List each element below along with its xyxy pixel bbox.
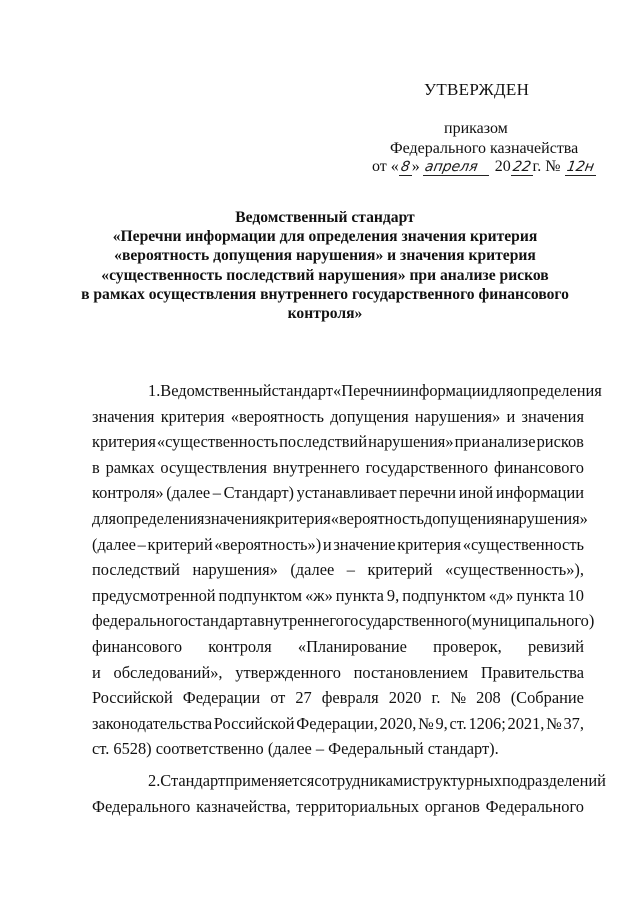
- body-word: критерия: [92, 432, 156, 452]
- body-word: нарушения»: [414, 406, 501, 426]
- date-year-suffix: 22: [511, 159, 532, 175]
- body-word: (муниципального): [466, 611, 595, 631]
- order-number-field: [565, 159, 596, 176]
- date-month-field: [423, 159, 489, 176]
- body-word: пункта: [516, 585, 565, 605]
- body-word: обследований»,: [113, 662, 223, 682]
- body-word: (далее: [166, 483, 211, 503]
- approval-date-line: [372, 158, 596, 176]
- date-day-field: [399, 159, 412, 176]
- body-line: [92, 557, 584, 583]
- body-word: последствий: [279, 432, 368, 452]
- paragraph-2: [92, 768, 606, 819]
- body-word: 10: [567, 585, 584, 605]
- date-mid: »: [411, 158, 420, 175]
- body-line: [92, 506, 588, 532]
- body-word: информации: [401, 381, 490, 400]
- body-word: контроля»: [92, 483, 164, 503]
- date-year-end: г. №: [532, 158, 561, 175]
- body-word: Федерации: [182, 688, 261, 708]
- body-word: «вероятность»): [214, 534, 322, 554]
- body-word: значение: [333, 534, 396, 554]
- body-word: критерия: [266, 508, 331, 528]
- body-word: Стандарт): [223, 483, 294, 503]
- body-line: [92, 455, 584, 481]
- body-word: и: [92, 662, 101, 682]
- body-word: утвержденного: [235, 662, 341, 682]
- body-word: значения: [521, 406, 584, 426]
- body-word: постановлением: [353, 662, 469, 682]
- body-word: №: [450, 688, 467, 708]
- body-word: Правительства: [480, 662, 584, 682]
- body-word: финансового: [493, 457, 584, 477]
- body-word: №: [418, 713, 434, 733]
- body-word: «д»: [488, 585, 514, 605]
- body-word: стандарт: [271, 381, 334, 400]
- body-word: Федерального: [92, 796, 191, 816]
- body-word: для: [489, 381, 514, 400]
- body-word: 1206;: [468, 713, 506, 733]
- body-word: для: [92, 508, 117, 528]
- body-word: «Перечни: [333, 381, 402, 400]
- body-word: «вероятность: [330, 508, 424, 528]
- body-word: допущения: [423, 508, 503, 528]
- body-line: [92, 685, 584, 711]
- body-word: ревизий: [527, 636, 584, 656]
- body-word: 27: [295, 688, 312, 708]
- body-word: (далее: [92, 534, 136, 554]
- body-line: [92, 583, 584, 609]
- body-word: устанавливает: [296, 483, 397, 503]
- order-number: 12н: [565, 159, 595, 175]
- body-word: и: [322, 534, 332, 554]
- body-word: «ж»: [305, 585, 333, 605]
- body-word: «вероятность: [230, 406, 324, 426]
- approval-by-order: приказом: [444, 120, 508, 137]
- body-line: [92, 660, 584, 686]
- body-word: внутреннего: [272, 457, 360, 477]
- body-word: «существенность»),: [445, 560, 584, 580]
- title-line: Ведомственный стандарт: [235, 209, 415, 226]
- date-year-field: [511, 159, 533, 176]
- body-word: и: [506, 406, 516, 426]
- paragraph-1: [92, 378, 602, 762]
- body-word: определения: [116, 508, 205, 528]
- document-body: [92, 378, 606, 819]
- body-word: 2.: [148, 770, 161, 790]
- title-line: контроля»: [287, 305, 363, 323]
- title-line: «вероятность допущения нарушения» и значения критерия: [114, 247, 536, 265]
- body-word: контроля: [208, 636, 272, 656]
- body-word: –: [346, 560, 355, 580]
- body-word: 37,: [563, 713, 584, 733]
- title-line: «Перечни информации для определения значения критерия: [112, 228, 538, 246]
- approval-organization: Федерального казначейства: [390, 140, 579, 157]
- body-word: внутреннего: [256, 611, 344, 631]
- body-word: Российской: [92, 688, 173, 708]
- title-line: «существенность последствий нарушения» при анализе рисков: [101, 266, 549, 284]
- body-word: пункта: [335, 585, 384, 605]
- body-line: [92, 404, 584, 430]
- body-word: «Планирование: [297, 636, 407, 656]
- body-word: нарушения»: [502, 508, 588, 528]
- date-month: апреля: [423, 159, 479, 175]
- body-word: в: [92, 457, 100, 477]
- body-word: значения: [204, 508, 267, 528]
- body-word: 1.: [148, 381, 161, 400]
- body-word: допущения: [330, 406, 409, 426]
- body-line: [92, 480, 584, 506]
- body-word: структурных: [412, 770, 503, 790]
- body-word: критерий: [147, 534, 213, 554]
- body-line: [92, 429, 584, 455]
- body-word: ст.: [449, 713, 467, 733]
- body-word: 2020: [388, 688, 422, 708]
- body-word: 9,: [435, 713, 448, 733]
- body-line: [92, 378, 602, 404]
- body-line: [92, 608, 595, 634]
- body-word: подпунктом: [402, 585, 486, 605]
- body-word: Ведомственный: [160, 381, 272, 400]
- body-word: критерий: [367, 560, 433, 580]
- body-word: рисков: [536, 432, 584, 452]
- body-word: г.: [431, 688, 441, 708]
- body-word: при: [454, 432, 481, 452]
- body-word: –: [137, 534, 146, 554]
- title-line: в рамках осуществления внутреннего государственного финансового: [81, 285, 569, 303]
- body-word: стандарта: [188, 611, 257, 631]
- body-word: «существенность: [462, 534, 584, 554]
- body-word: значения: [92, 406, 155, 426]
- body-word: критерия: [160, 406, 225, 426]
- body-word: анализе: [481, 432, 536, 452]
- body-word: (далее: [290, 560, 335, 580]
- body-word: подразделений: [502, 770, 606, 790]
- body-word: перечни: [399, 483, 457, 503]
- body-word: применяется: [225, 770, 315, 790]
- date-prefix: от «: [372, 158, 399, 175]
- body-word: февраля: [321, 688, 379, 708]
- body-line: [92, 768, 606, 794]
- body-word: Федерального: [485, 796, 584, 816]
- approval-title: УТВЕРЖДЕН: [424, 80, 530, 99]
- body-word: законодательства: [92, 713, 213, 733]
- document-title: [60, 208, 590, 323]
- body-word: Стандарт: [160, 770, 226, 790]
- body-line: [92, 794, 584, 820]
- body-word: –: [212, 483, 221, 503]
- body-line: [92, 532, 584, 558]
- body-word: сотрудниками: [314, 770, 413, 790]
- body-word: нарушения»: [368, 432, 454, 452]
- body-word: органов: [424, 796, 480, 816]
- body-word: №: [546, 713, 562, 733]
- body-word: 208: [476, 688, 501, 708]
- body-word: осуществления: [160, 457, 268, 477]
- body-word: от: [270, 688, 286, 708]
- body-word: «существенность: [156, 432, 279, 452]
- body-word: подпунктом: [218, 585, 303, 605]
- body-word: государственного: [343, 611, 467, 631]
- body-line: ст. 6528) соответственно (далее – Федеральный стандарт).: [92, 739, 499, 759]
- body-line: [92, 634, 584, 660]
- date-year-prefix: 20: [494, 158, 511, 175]
- body-word: 2021,: [507, 713, 545, 733]
- body-word: иной: [458, 483, 494, 503]
- body-word: рамках: [105, 457, 155, 477]
- body-word: нарушения»: [192, 560, 278, 580]
- body-word: 2020,: [379, 713, 417, 733]
- date-day: 8: [399, 159, 412, 175]
- body-word: территориальных: [296, 796, 420, 816]
- body-word: критерия: [397, 534, 462, 554]
- body-word: 9,: [386, 585, 400, 605]
- body-word: финансового: [92, 636, 183, 656]
- body-word: казначейства,: [196, 796, 291, 816]
- body-word: Российской: [213, 713, 295, 733]
- body-line: [92, 711, 584, 737]
- body-word: проверок,: [433, 636, 502, 656]
- body-word: Федерации,: [296, 713, 378, 733]
- body-word: государственного: [365, 457, 489, 477]
- body-word: предусмотренной: [92, 585, 216, 605]
- body-word: определения: [513, 381, 602, 400]
- body-word: федерального: [92, 611, 189, 631]
- body-word: информации: [495, 483, 584, 503]
- body-word: (Собрание: [510, 688, 584, 708]
- body-word: последствий: [92, 560, 180, 580]
